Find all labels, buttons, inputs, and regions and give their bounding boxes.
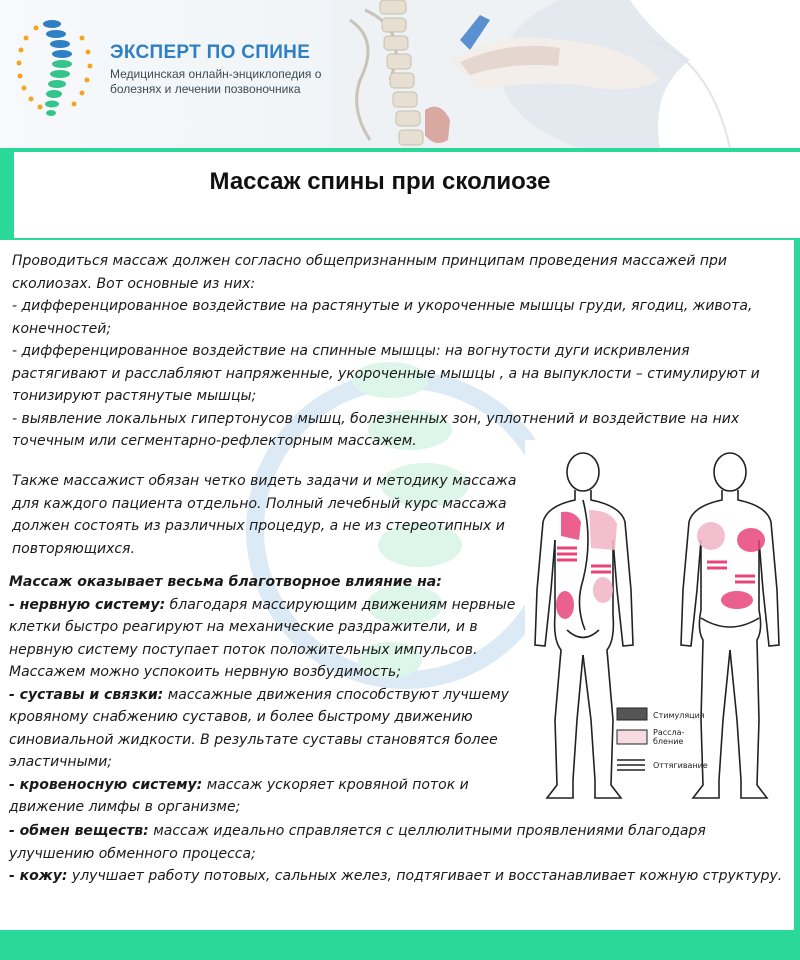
benefit-text: улучшает работу потовых, сальных желез, подтягивает и восстанавливает кожную структуру. [67,868,783,884]
site-header [0,0,800,148]
benefit-term: - кожу: [9,868,68,884]
brand-subtitle: Медицинская онлайн-энциклопедия о болезнях и лечении позвоночника [110,67,322,96]
benefit-item [9,774,524,819]
benefits-block-continued [9,820,789,888]
body-diagram [525,440,787,818]
legend-stretch: Оттягивание [653,761,708,770]
benefit-text: массаж идеально справляется с целлюлитными проявлениями благодаря улучшению обменного процесса; [9,823,706,862]
legend-stimulation: Стимуляция [653,711,705,720]
benefits-block [9,571,524,819]
legend-relax-1: Рассла- [653,728,685,737]
benefit-text: массаж ускоряет кровяной поток и движение лимфы в организме; [9,776,469,815]
massage-zones-figure [525,440,787,818]
benefit-term: - кровеносную систему: [9,776,203,793]
benefit-text: благодаря массирующим движениям нервные клетки быстро реагируют на механические раздражители, и в нервную систему поступает поток положительных импульсов. Массажем можно успокоить нервную возбудимость; [9,596,516,680]
benefit-item [9,820,789,865]
principle-item: - выявление локальных гипертонусов мышц, болезненных зон, уплотнений и воздействие на них точечным или сегментарно-рефлекторным массажем. [12,410,740,449]
footer-band [0,934,800,960]
benefit-item [9,594,524,684]
benefits-heading: Массаж оказывает весьма благотворное влияние на: [9,574,442,590]
page-title: Массаж спины при сколиозе [209,168,551,195]
brand-title: ЭКСПЕРТ ПО СПИНЕ [110,42,311,63]
spine-model-photo [330,0,800,148]
spine-logo-icon [12,8,102,128]
brand-block [110,42,360,97]
intro-block [12,250,787,453]
intro-line: Проводиться массаж должен согласно общепризнанным принципам проведения массажей при сколиозах. Вот основные из них: [12,253,728,292]
legend-relax-2: бление [653,737,684,746]
principle-item: - дифференцированное воздействие на спинные мышцы: на вогнутости дуги искривления растягивают и расслабляют напряженные, укороченные мышцы , а на выпуклости – стимулируют и тонизируют растянутые мышцы; [12,343,760,404]
benefit-item [9,865,789,888]
benefit-item [9,684,524,774]
methodology-paragraph: Также массажист обязан четко видеть задачи и методику массажа для каждого пациента отдельно. Полный лечебный курс массажа должен состоять из различных процедур, а не из стереотипных и повторяющихся. [12,473,517,557]
benefit-term: - обмен веществ: [9,823,149,839]
benefit-term: - суставы и связки: [9,686,164,703]
principle-item: - дифференцированное воздействие на растянутые и укороченные мышцы груди, ягодиц, живота, конечностей; [12,298,753,337]
benefit-text: массажные движения способствуют лучшему кровяному снабжению суставов, и более быстрому движению синовиальной жидкости. В результате суставы становятся более эластичными; [9,686,509,770]
figure-legend [617,708,708,770]
benefit-term: - нервную систему: [9,596,166,613]
